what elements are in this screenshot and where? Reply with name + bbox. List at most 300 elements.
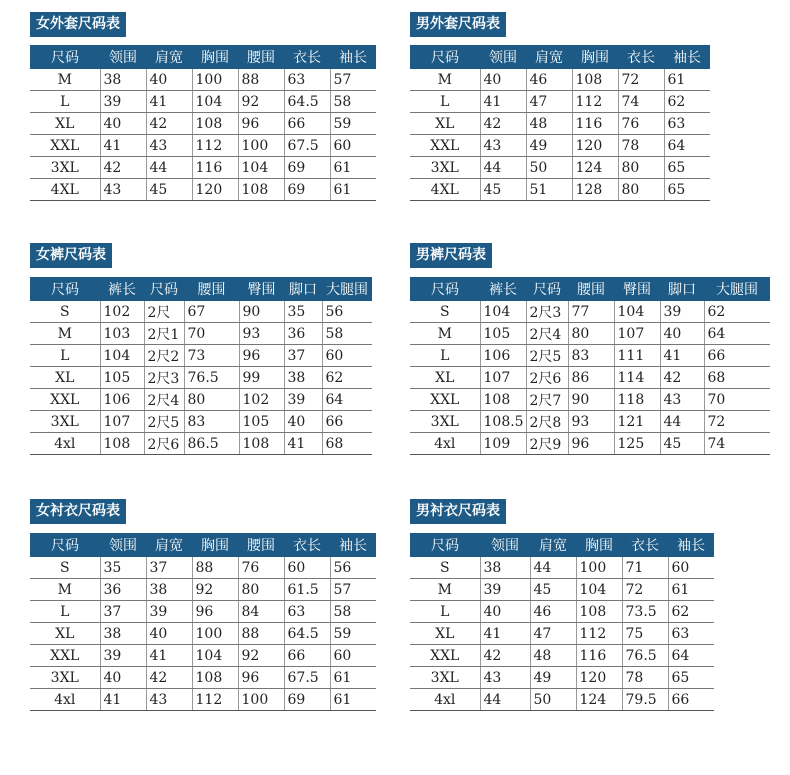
table-cell: 36	[100, 579, 146, 601]
table-cell: 100	[238, 135, 284, 157]
size-cell: M	[30, 323, 100, 345]
table-cell: 78	[622, 667, 668, 689]
title-men-jacket: 男外套尺码表	[410, 12, 506, 37]
title-women-pants: 女裤尺码表	[30, 243, 112, 268]
size-cell: XL	[30, 367, 100, 389]
table-cell: 93	[568, 411, 614, 433]
column-header: 尺码	[410, 533, 480, 557]
table-cell: 66	[284, 645, 330, 667]
table-cell: 61	[330, 179, 376, 201]
column-header: 尺码	[410, 277, 480, 301]
column-header: 臀围	[239, 277, 284, 301]
table-cell: 35	[284, 301, 322, 323]
table-cell: 42	[480, 645, 530, 667]
table-cell: 128	[572, 179, 618, 201]
table-cell: 106	[480, 345, 526, 367]
table-cell: 76.5	[184, 367, 239, 389]
table-row	[410, 345, 770, 367]
table-cell: 41	[100, 689, 146, 711]
column-header: 袖长	[330, 45, 376, 69]
table-row	[30, 91, 376, 113]
table-cell: 64.5	[284, 91, 330, 113]
column-header: 胸围	[572, 45, 618, 69]
size-cell: 3XL	[410, 667, 480, 689]
table-row	[410, 301, 770, 323]
size-cell: XXL	[30, 135, 100, 157]
table-cell: 112	[192, 135, 238, 157]
size-cell: XL	[410, 113, 480, 135]
table-men-jacket	[410, 45, 710, 201]
size-cell: 3XL	[410, 157, 480, 179]
table-row	[30, 689, 376, 711]
table-cell: 104	[614, 301, 660, 323]
column-header: 大腿围	[704, 277, 770, 301]
table-cell: 2尺8	[526, 411, 568, 433]
title-women-shirt: 女衬衣尺码表	[30, 499, 126, 524]
table-cell: 108	[192, 667, 238, 689]
table-cell: 125	[614, 433, 660, 455]
table-cell: 39	[660, 301, 704, 323]
table-row	[410, 367, 770, 389]
table-row	[30, 367, 372, 389]
table-cell: 48	[530, 645, 576, 667]
size-cell: L	[410, 91, 480, 113]
table-cell: 38	[100, 69, 146, 91]
table-cell: 69	[284, 157, 330, 179]
table-cell: 42	[480, 113, 526, 135]
table-cell: 72	[704, 411, 770, 433]
size-cell: 4XL	[30, 179, 100, 201]
size-cell: XL	[30, 113, 100, 135]
table-row	[30, 301, 372, 323]
table-cell: 2尺5	[526, 345, 568, 367]
table-cell: 40	[100, 667, 146, 689]
column-header: 胸围	[576, 533, 622, 557]
table-cell: 118	[614, 389, 660, 411]
table-cell: 64.5	[284, 623, 330, 645]
table-cell: 73	[184, 345, 239, 367]
table-row	[30, 557, 376, 579]
table-cell: 61	[330, 667, 376, 689]
table-row	[410, 433, 770, 455]
table-cell: 111	[614, 345, 660, 367]
table-cell: 93	[239, 323, 284, 345]
table-cell: 66	[704, 345, 770, 367]
table-row	[410, 623, 714, 645]
table-cell: 92	[192, 579, 238, 601]
table-cell: 64	[322, 389, 372, 411]
column-header: 脚口	[284, 277, 322, 301]
table-cell: 70	[704, 389, 770, 411]
table-row	[30, 323, 372, 345]
table-cell: 36	[284, 323, 322, 345]
size-cell: S	[410, 557, 480, 579]
table-cell: 69	[284, 179, 330, 201]
size-cell: 4xl	[30, 433, 100, 455]
table-cell: 121	[614, 411, 660, 433]
header-row	[30, 277, 372, 301]
table-row	[30, 179, 376, 201]
table-cell: 61.5	[284, 579, 330, 601]
table-cell: 105	[239, 411, 284, 433]
column-header: 腰围	[238, 533, 284, 557]
table-row	[30, 389, 372, 411]
table-cell: 2尺7	[526, 389, 568, 411]
table-cell: 59	[330, 623, 376, 645]
table-cell: 120	[576, 667, 622, 689]
table-cell: 84	[238, 601, 284, 623]
table-cell: 2尺4	[526, 323, 568, 345]
table-cell: 45	[146, 179, 192, 201]
table-cell: 37	[284, 345, 322, 367]
table-cell: 116	[576, 645, 622, 667]
table-cell: 43	[480, 135, 526, 157]
table-cell: 100	[576, 557, 622, 579]
column-header: 衣长	[622, 533, 668, 557]
table-cell: 79.5	[622, 689, 668, 711]
table-row	[410, 667, 714, 689]
table-cell: 41	[480, 623, 530, 645]
table-cell: 96	[238, 667, 284, 689]
table-cell: 43	[660, 389, 704, 411]
table-cell: 72	[618, 69, 664, 91]
table-cell: 64	[704, 323, 770, 345]
table-row	[410, 157, 710, 179]
table-cell: 48	[526, 113, 572, 135]
table-cell: 66	[668, 689, 714, 711]
table-cell: 100	[192, 69, 238, 91]
table-cell: 40	[146, 69, 192, 91]
size-cell: 3XL	[410, 411, 480, 433]
column-header: 大腿围	[322, 277, 372, 301]
column-header: 衣长	[284, 533, 330, 557]
table-row	[410, 601, 714, 623]
table-men-shirt	[410, 533, 714, 711]
table-cell: 72	[622, 579, 668, 601]
title-men-pants: 男裤尺码表	[410, 243, 492, 268]
table-cell: 116	[192, 157, 238, 179]
size-cell: M	[410, 323, 480, 345]
table-row	[410, 69, 710, 91]
table-cell: 37	[100, 601, 146, 623]
table-cell: 56	[322, 301, 372, 323]
size-cell: XL	[30, 623, 100, 645]
table-row	[410, 389, 770, 411]
table-row	[30, 345, 372, 367]
table-cell: 71	[622, 557, 668, 579]
table-cell: 108.5	[480, 411, 526, 433]
column-header: 领围	[100, 533, 146, 557]
column-header: 袖长	[330, 533, 376, 557]
table-cell: 92	[238, 645, 284, 667]
size-cell: S	[30, 557, 100, 579]
table-cell: 67.5	[284, 135, 330, 157]
table-row	[30, 113, 376, 135]
table-cell: 100	[238, 689, 284, 711]
table-cell: 112	[576, 623, 622, 645]
table-cell: 38	[100, 623, 146, 645]
column-header: 臀围	[614, 277, 660, 301]
table-cell: 39	[100, 91, 146, 113]
table-cell: 69	[284, 689, 330, 711]
table-cell: 74	[704, 433, 770, 455]
column-header: 尺码	[30, 533, 100, 557]
table-cell: 108	[100, 433, 144, 455]
table-cell: 60	[322, 345, 372, 367]
table-cell: 43	[480, 667, 530, 689]
table-cell: 40	[480, 601, 530, 623]
table-women-pants	[30, 277, 372, 455]
table-row	[30, 667, 376, 689]
table-cell: 62	[704, 301, 770, 323]
table-row	[410, 411, 770, 433]
table-cell: 37	[146, 557, 192, 579]
table-cell: 120	[572, 135, 618, 157]
table-row	[410, 557, 714, 579]
size-cell: L	[410, 601, 480, 623]
column-header: 衣长	[618, 45, 664, 69]
column-header: 尺码	[30, 45, 100, 69]
size-cell: XXL	[30, 389, 100, 411]
table-cell: 60	[284, 557, 330, 579]
size-cell: XL	[410, 367, 480, 389]
table-cell: 108	[192, 113, 238, 135]
table-cell: 57	[330, 69, 376, 91]
size-cell: L	[30, 91, 100, 113]
table-cell: 67	[184, 301, 239, 323]
table-cell: 86.5	[184, 433, 239, 455]
table-cell: 83	[184, 411, 239, 433]
table-cell: 99	[239, 367, 284, 389]
table-cell: 67.5	[284, 667, 330, 689]
table-cell: 62	[668, 601, 714, 623]
table-cell: 112	[572, 91, 618, 113]
column-header: 肩宽	[146, 45, 192, 69]
table-cell: 43	[146, 135, 192, 157]
table-cell: 106	[100, 389, 144, 411]
table-row	[410, 135, 710, 157]
table-cell: 102	[100, 301, 144, 323]
table-cell: 107	[100, 411, 144, 433]
table-row	[410, 689, 714, 711]
size-cell: L	[410, 345, 480, 367]
table-cell: 2尺1	[144, 323, 184, 345]
table-cell: 120	[192, 179, 238, 201]
table-cell: 65	[664, 179, 710, 201]
table-cell: 107	[614, 323, 660, 345]
size-cell: XXL	[30, 645, 100, 667]
table-cell: 41	[100, 135, 146, 157]
table-cell: 90	[239, 301, 284, 323]
table-cell: 80	[618, 179, 664, 201]
table-row	[410, 645, 714, 667]
table-cell: 40	[480, 69, 526, 91]
table-cell: 46	[526, 69, 572, 91]
table-cell: 66	[322, 411, 372, 433]
table-cell: 124	[572, 157, 618, 179]
table-cell: 108	[238, 179, 284, 201]
table-cell: 96	[238, 113, 284, 135]
table-cell: 39	[480, 579, 530, 601]
table-women-shirt	[30, 533, 376, 711]
table-cell: 2尺3	[144, 367, 184, 389]
table-cell: 104	[192, 645, 238, 667]
size-cell: 4xl	[410, 689, 480, 711]
title-women-jacket: 女外套尺码表	[30, 12, 126, 37]
column-header: 领围	[480, 533, 530, 557]
table-cell: 61	[330, 157, 376, 179]
table-cell: 43	[146, 689, 192, 711]
size-cell: 4xl	[410, 433, 480, 455]
table-cell: 104	[238, 157, 284, 179]
table-cell: 88	[238, 623, 284, 645]
table-cell: 109	[480, 433, 526, 455]
table-cell: 76.5	[622, 645, 668, 667]
table-cell: 64	[668, 645, 714, 667]
table-cell: 108	[576, 601, 622, 623]
table-cell: 39	[100, 645, 146, 667]
table-row	[30, 645, 376, 667]
table-cell: 76	[618, 113, 664, 135]
column-header: 胸围	[192, 45, 238, 69]
size-cell: 4XL	[410, 179, 480, 201]
table-cell: 62	[664, 91, 710, 113]
table-cell: 58	[330, 601, 376, 623]
table-cell: 61	[330, 689, 376, 711]
table-cell: 44	[480, 689, 530, 711]
table-cell: 39	[146, 601, 192, 623]
table-cell: 44	[530, 557, 576, 579]
size-cell: XXL	[410, 389, 480, 411]
table-cell: 2尺4	[144, 389, 184, 411]
table-cell: 90	[568, 389, 614, 411]
table-cell: 49	[530, 667, 576, 689]
size-cell: M	[410, 579, 480, 601]
table-cell: 105	[480, 323, 526, 345]
header-row	[30, 45, 376, 69]
table-cell: 63	[668, 623, 714, 645]
table-cell: 47	[530, 623, 576, 645]
column-header: 肩宽	[530, 533, 576, 557]
table-women-jacket	[30, 45, 376, 201]
table-cell: 42	[146, 667, 192, 689]
table-cell: 40	[660, 323, 704, 345]
table-row	[30, 135, 376, 157]
table-cell: 41	[284, 433, 322, 455]
table-cell: 124	[576, 689, 622, 711]
table-cell: 45	[660, 433, 704, 455]
column-header: 肩宽	[146, 533, 192, 557]
table-row	[30, 69, 376, 91]
table-row	[30, 411, 372, 433]
header-row	[30, 533, 376, 557]
size-cell: 3XL	[30, 411, 100, 433]
table-cell: 45	[480, 179, 526, 201]
table-row	[410, 179, 710, 201]
table-cell: 45	[530, 579, 576, 601]
table-cell: 76	[238, 557, 284, 579]
table-row	[410, 113, 710, 135]
table-cell: 46	[530, 601, 576, 623]
table-cell: 61	[664, 69, 710, 91]
table-row	[30, 433, 372, 455]
table-cell: 104	[100, 345, 144, 367]
column-header: 尺码	[30, 277, 100, 301]
size-cell: 4xl	[30, 689, 100, 711]
table-cell: 92	[238, 91, 284, 113]
table-cell: 62	[322, 367, 372, 389]
table-cell: 88	[238, 69, 284, 91]
table-cell: 39	[284, 389, 322, 411]
table-cell: 65	[664, 157, 710, 179]
table-cell: 108	[480, 389, 526, 411]
table-cell: 50	[530, 689, 576, 711]
table-cell: 41	[146, 645, 192, 667]
table-cell: 68	[322, 433, 372, 455]
table-cell: 78	[618, 135, 664, 157]
table-cell: 38	[146, 579, 192, 601]
table-cell: 40	[146, 623, 192, 645]
size-cell: XL	[410, 623, 480, 645]
table-cell: 57	[330, 579, 376, 601]
table-cell: 42	[100, 157, 146, 179]
table-row	[30, 579, 376, 601]
table-cell: 44	[480, 157, 526, 179]
table-cell: 64	[664, 135, 710, 157]
table-cell: 80	[568, 323, 614, 345]
table-cell: 74	[618, 91, 664, 113]
table-cell: 70	[184, 323, 239, 345]
table-cell: 2尺6	[144, 433, 184, 455]
table-cell: 80	[238, 579, 284, 601]
header-row	[410, 277, 770, 301]
table-cell: 2尺	[144, 301, 184, 323]
table-cell: 50	[526, 157, 572, 179]
table-cell: 68	[704, 367, 770, 389]
table-men-pants	[410, 277, 770, 455]
table-cell: 44	[146, 157, 192, 179]
table-cell: 96	[192, 601, 238, 623]
table-cell: 44	[660, 411, 704, 433]
table-cell: 40	[284, 411, 322, 433]
size-cell: L	[30, 601, 100, 623]
size-cell: M	[30, 579, 100, 601]
table-cell: 40	[100, 113, 146, 135]
table-row	[30, 601, 376, 623]
table-row	[30, 623, 376, 645]
size-cell: 3XL	[30, 667, 100, 689]
table-cell: 51	[526, 179, 572, 201]
table-cell: 96	[239, 345, 284, 367]
table-row	[410, 323, 770, 345]
column-header: 袖长	[668, 533, 714, 557]
table-cell: 58	[330, 91, 376, 113]
table-cell: 108	[572, 69, 618, 91]
table-cell: 77	[568, 301, 614, 323]
table-cell: 83	[568, 345, 614, 367]
column-header: 腰围	[568, 277, 614, 301]
table-cell: 56	[330, 557, 376, 579]
column-header: 尺码	[144, 277, 184, 301]
table-cell: 59	[330, 113, 376, 135]
table-cell: 41	[660, 345, 704, 367]
table-row	[30, 157, 376, 179]
size-cell: S	[410, 301, 480, 323]
table-cell: 2尺5	[144, 411, 184, 433]
column-header: 袖长	[664, 45, 710, 69]
table-cell: 58	[322, 323, 372, 345]
column-header: 脚口	[660, 277, 704, 301]
